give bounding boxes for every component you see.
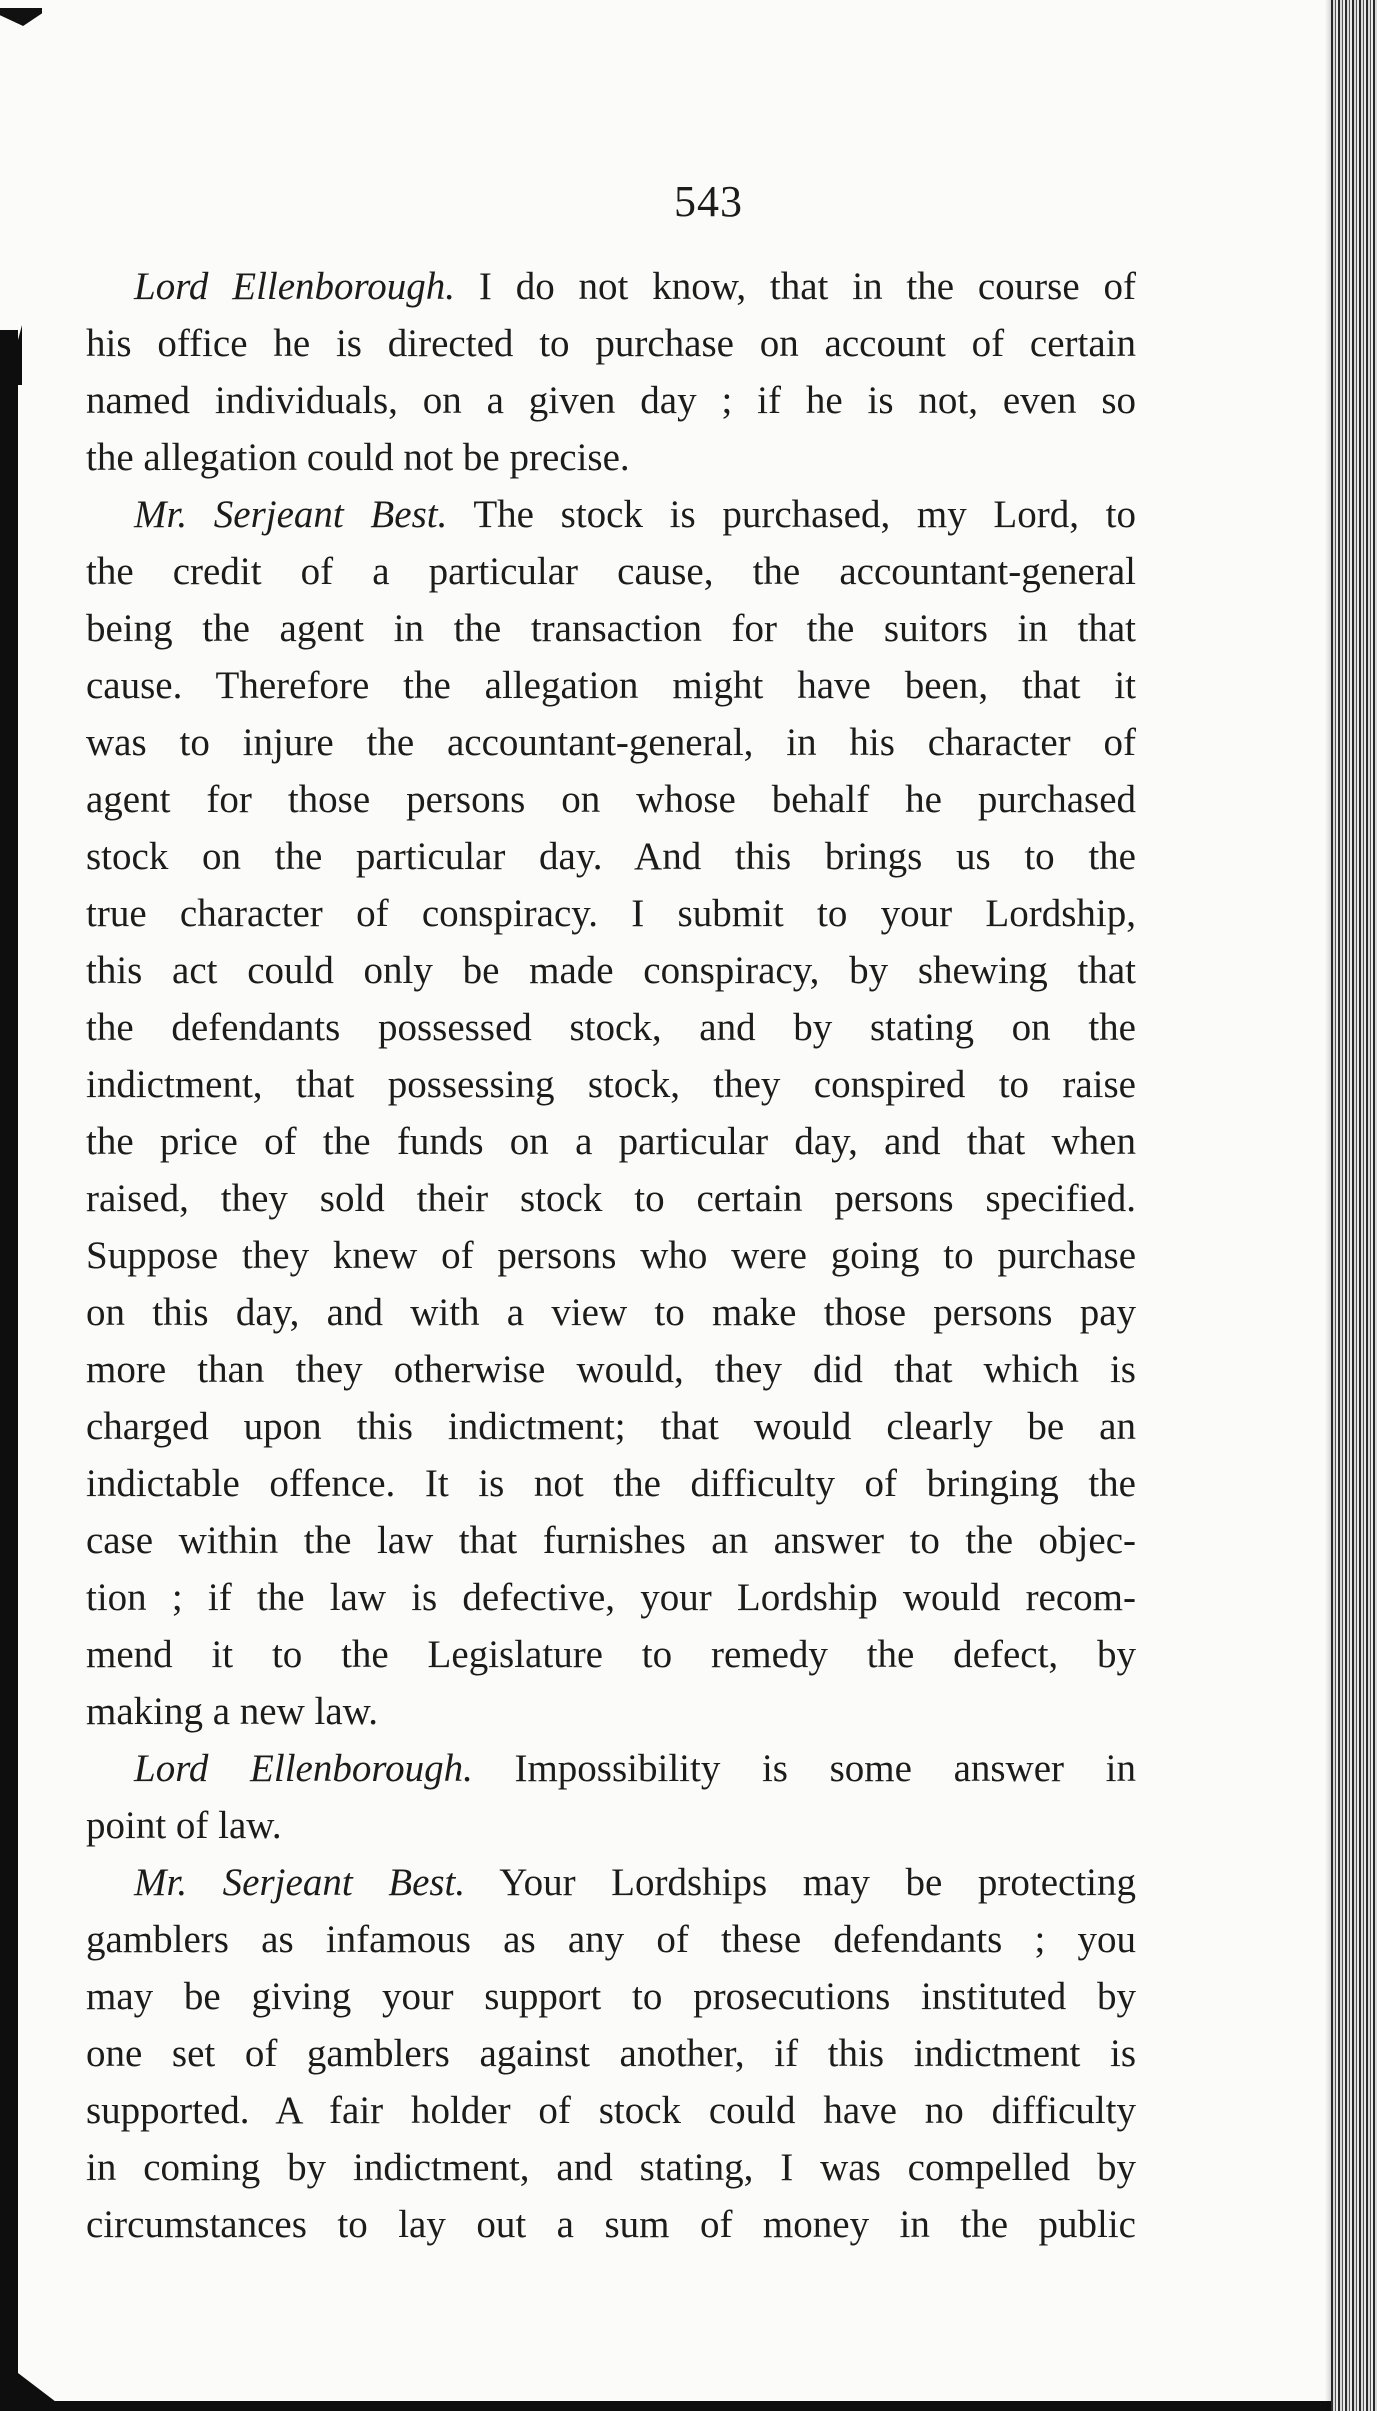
text-line: being the agent in the transaction for the suitors in that bbox=[86, 607, 1136, 650]
text-line: in coming by indictment, and stating, I was compelled by bbox=[86, 2146, 1136, 2189]
scan-corner-mark bbox=[0, 8, 42, 26]
text-line: Mr. Serjeant Best. Your Lordships may be protecting bbox=[134, 1861, 1136, 1904]
text-line: Lord Ellenborough. I do not know, that in the course of bbox=[134, 265, 1136, 308]
text-line: was to injure the accountant-general, in his character of bbox=[86, 721, 1136, 764]
text-line: the defendants possessed stock, and by stating on the bbox=[86, 1006, 1136, 1049]
binding-edge bbox=[0, 330, 18, 2411]
text-line: this act could only be made conspiracy, by shewing that bbox=[86, 949, 1136, 992]
text-line: the allegation could not be precise. bbox=[86, 436, 630, 479]
text-line: the credit of a particular cause, the accountant-general bbox=[86, 550, 1136, 593]
text-line: the price of the funds on a particular day, and that when bbox=[86, 1120, 1136, 1163]
text-line: named individuals, on a given day ; if he is not, even so bbox=[86, 379, 1136, 422]
speaker-name: Lord Ellenborough. bbox=[134, 1747, 473, 1790]
text-line: indictment, that possessing stock, they conspired to raise bbox=[86, 1063, 1136, 1106]
text-line: agent for those persons on whose behalf he purchased bbox=[86, 778, 1136, 821]
text-line: Lord Ellenborough. Impossibility is some answer in bbox=[134, 1747, 1136, 1790]
speaker-name: Mr. Serjeant Best. bbox=[134, 1861, 466, 1904]
text-line: indictable offence. It is not the difficulty of bringing the bbox=[86, 1462, 1136, 1505]
text-line: Mr. Serjeant Best. The stock is purchased, my Lord, to bbox=[134, 493, 1136, 536]
text-line: circumstances to lay out a sum of money in the public bbox=[86, 2203, 1136, 2246]
page-number: 543 bbox=[674, 177, 743, 226]
text-line: cause. Therefore the allegation might have been, that it bbox=[86, 664, 1136, 707]
text-line: supported. A fair holder of stock could have no difficulty bbox=[86, 2089, 1136, 2132]
speaker-name: Mr. Serjeant Best. bbox=[134, 493, 448, 536]
scan-bottom-edge bbox=[0, 2401, 1377, 2411]
text-line: raised, they sold their stock to certain persons specified. bbox=[86, 1177, 1136, 1220]
text-line: charged upon this indictment; that would clearly be an bbox=[86, 1405, 1136, 1448]
text-line: stock on the particular day. And this brings us to the bbox=[86, 835, 1136, 878]
text-line: true character of conspiracy. I submit to your Lordship, bbox=[86, 892, 1136, 935]
text-line: Suppose they knew of persons who were going to purchase bbox=[86, 1234, 1136, 1277]
text-line: tion ; if the law is defective, your Lordship would recom- bbox=[86, 1576, 1136, 1619]
text-line: on this day, and with a view to make those persons pay bbox=[86, 1291, 1136, 1334]
text-line: making a new law. bbox=[86, 1690, 379, 1733]
speaker-name: Lord Ellenborough. bbox=[134, 265, 456, 308]
text-line: may be giving your support to prosecutions instituted by bbox=[86, 1975, 1136, 2018]
text-line: mend it to the Legislature to remedy the defect, by bbox=[86, 1633, 1136, 1676]
text-line: case within the law that furnishes an answer to the objec- bbox=[86, 1519, 1136, 1562]
text-line: point of law. bbox=[86, 1804, 282, 1847]
text-line: one set of gamblers against another, if this indictment is bbox=[86, 2032, 1136, 2075]
page-body bbox=[86, 258, 1136, 2253]
text-line: more than they otherwise would, they did that which is bbox=[86, 1348, 1136, 1391]
text-line: his office he is directed to purchase on account of certain bbox=[86, 322, 1136, 365]
page-stack-edge bbox=[1331, 0, 1377, 2411]
text-line: gamblers as infamous as any of these defendants ; you bbox=[86, 1918, 1136, 1961]
